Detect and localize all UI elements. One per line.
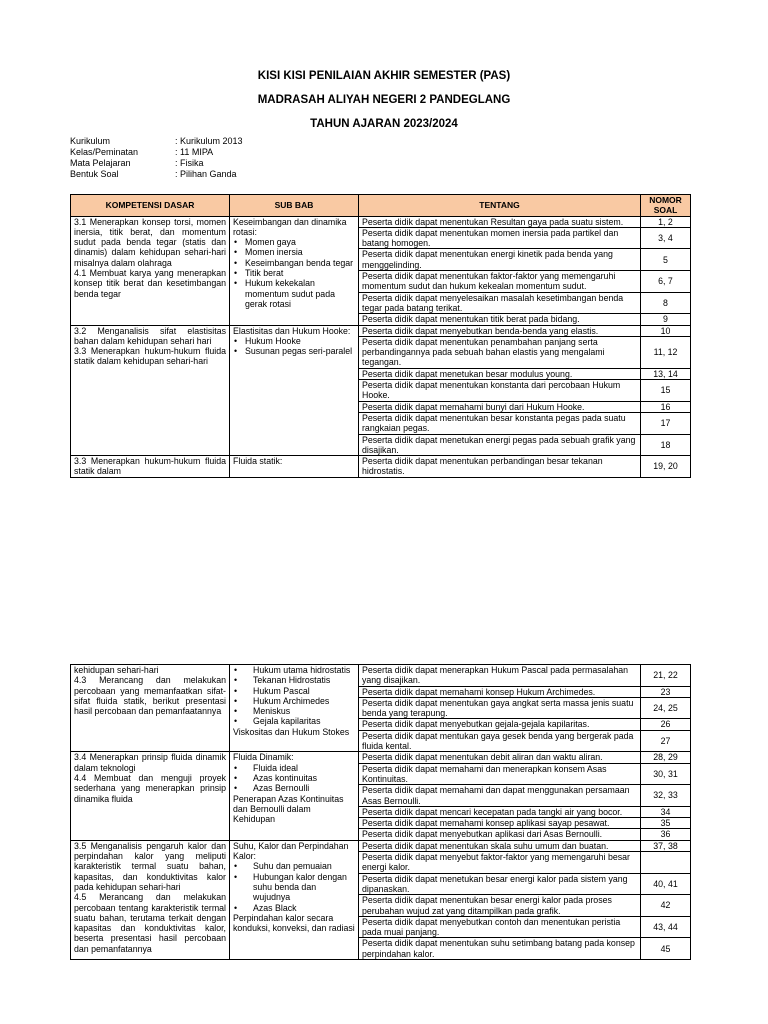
tentang-cell: Peserta didik dapat menentukan momen inersia pada partikel dan batang homogen. — [359, 227, 641, 249]
header-tentang: TENTANG — [359, 195, 641, 217]
nomor-soal-cell: 30, 31 — [641, 763, 691, 785]
nomor-soal-cell: 8 — [641, 292, 691, 314]
info-value: : Pilihan Ganda — [175, 169, 237, 179]
kd-paragraph: 4.3 Merancang dan melakukan percobaan yang memanfaatkan sifat-sifat fluida statik, berikut presentasi hasil percobaan dan pemanfaatannya — [74, 675, 226, 717]
nomor-soal-cell: 45 — [641, 938, 691, 960]
table-row — [71, 840, 691, 851]
sub-bab-item: • Azas kontinuitas — [243, 773, 355, 783]
header-nomor-soal: NOMOR SOAL — [641, 195, 691, 217]
info-key: Kelas/Peminatan — [70, 147, 139, 157]
tentang-cell: Peserta didik dapat menetukan besar energi kalor pada sistem yang dipanaskan. — [359, 873, 641, 895]
kd-paragraph: 3.1 Menerapkan konsep torsi, momen inersia, titik berat, dan momentum sudut pada benda tegar (statis dan dinamis) dalam kehidupan sehari-hari misalnya dalam olahraga — [74, 216, 226, 268]
sub-bab-note: Penerapan Azas Kontinuitas dan Bernoulli dalam Kehidupan — [233, 793, 344, 825]
tentang-cell: Peserta didik dapat memahami dan dapat menggunakan persamaan Asas Bernoulli. — [359, 785, 641, 807]
sub-bab-item: • Azas Black — [243, 903, 355, 913]
nomor-soal-cell: 16 — [641, 401, 691, 412]
sub-bab-list — [233, 665, 355, 727]
sub-bab-item: • Hukum utama hidrostatis — [243, 665, 355, 675]
nomor-soal-cell: 10 — [641, 325, 691, 336]
nomor-soal-cell — [641, 852, 691, 874]
nomor-soal-cell: 34 — [641, 806, 691, 817]
kompetensi-dasar-cell — [71, 456, 230, 478]
nomor-soal-cell: 5 — [641, 249, 691, 271]
kd-paragraph: 3.3 Menerapkan hukum-hukum fluida statik dalam kehidupan sehari-hari — [74, 346, 226, 367]
sub-bab-note: Perpindahan kalor secara konduksi, konveksi, dan radiasi — [233, 912, 355, 934]
kompetensi-dasar-cell — [71, 216, 230, 325]
sub-bab-item: • Keseimbangan benda tegar — [243, 258, 355, 268]
tentang-cell: Peserta didik dapat mencari kecepatan pada tangki air yang bocor. — [359, 806, 641, 817]
tentang-cell: Peserta didik dapat menetukan energi pegas pada sebuah grafik yang disajikan. — [359, 434, 641, 456]
sub-bab-item: • Hukum kekekalan momentum sudut pada gerak rotasi — [243, 278, 355, 309]
table-header-row — [71, 195, 691, 217]
tentang-cell: Peserta didik dapat menyebut faktor-faktor yang memengaruhi besar energi kalor. — [359, 852, 641, 874]
nomor-soal-cell: 3, 4 — [641, 227, 691, 249]
document-info — [70, 136, 243, 180]
nomor-soal-cell: 21, 22 — [641, 665, 691, 687]
sub-bab-item: • Titik berat — [243, 268, 355, 278]
nomor-soal-cell: 37, 38 — [641, 840, 691, 851]
sub-bab-title: Elastisitas dan Hukum Hooke: — [233, 325, 351, 336]
nomor-soal-cell: 27 — [641, 730, 691, 752]
header-kompetensi-dasar: KOMPETENSI DASAR — [71, 195, 230, 217]
tentang-cell: Peserta didik dapat menentukan penambahan panjang serta perbandingannya pada sebuah bahan elastis yang mengalami tegangan. — [359, 336, 641, 368]
tentang-cell: Peserta didik dapat menentukan faktor-faktor yang memengaruhi momentum sudut dan hukum kekealan momentum sudut. — [359, 271, 641, 293]
document-title: KISI KISI PENILAIAN AKHIR SEMESTER (PAS) — [257, 70, 511, 82]
nomor-soal-cell: 1, 2 — [641, 216, 691, 227]
kd-paragraph: 3.3 Menerapkan hukum-hukum fluida statik dalam — [74, 456, 226, 477]
sub-bab-item: • Suhu dan pemuaian — [243, 861, 355, 871]
sub-bab-item: • Hukum Hooke — [243, 336, 355, 346]
sub-bab-item: • Azas Bernoulli — [243, 783, 355, 793]
tentang-cell: Peserta didik dapat menentukan gaya angkat serta massa jenis suatu benda yang terapung. — [359, 697, 641, 719]
nomor-soal-cell: 13, 14 — [641, 368, 691, 379]
sub-bab-item: • Gejala kapilaritas — [243, 716, 355, 726]
sub-bab-cell — [230, 840, 359, 959]
nomor-soal-cell: 15 — [641, 380, 691, 402]
nomor-soal-cell: 35 — [641, 818, 691, 829]
info-key: Mata Pelajaran — [70, 158, 131, 168]
tentang-cell: Peserta didik dapat menentukan besar energi kalor pada proses perubahan wujud zat yang ditampilkan pada grafik. — [359, 895, 641, 917]
kompetensi-dasar-cell — [71, 325, 230, 456]
sub-bab-item: • Momen gaya — [243, 237, 355, 247]
academic-year: TAHUN AJARAN 2023/2024 — [310, 118, 458, 130]
kompetensi-dasar-cell — [71, 840, 230, 959]
nomor-soal-cell: 9 — [641, 314, 691, 325]
tentang-cell: Peserta didik dapat menentukan energi kinetik pada benda yang menggelinding. — [359, 249, 641, 271]
info-row-kurikulum — [70, 136, 243, 147]
nomor-soal-cell: 24, 25 — [641, 697, 691, 719]
school-name: MADRASAH ALIYAH NEGERI 2 PANDEGLANG — [257, 94, 511, 106]
sub-bab-cell — [230, 752, 359, 840]
nomor-soal-cell: 6, 7 — [641, 271, 691, 293]
sub-bab-item: • Tekanan Hidrostatis — [243, 675, 355, 685]
tentang-cell: Peserta didik dapat menentukan skala suhu umum dan buatan. — [359, 840, 641, 851]
nomor-soal-cell: 43, 44 — [641, 916, 691, 938]
sub-bab-list — [233, 336, 355, 357]
sub-bab-title: Fluida Dinamik: — [233, 752, 294, 763]
info-value: : 11 MIPA — [175, 147, 214, 157]
kisi-table-page1 — [70, 194, 691, 478]
kd-paragraph: 3.2 Menganalisis sifat elastisitas bahan dalam kehidupan sehari hari — [74, 325, 226, 346]
sub-bab-cell — [230, 665, 359, 752]
sub-bab-cell — [230, 456, 359, 478]
nomor-soal-cell: 18 — [641, 434, 691, 456]
sub-bab-list — [233, 763, 355, 794]
info-row-kelas — [70, 147, 243, 158]
info-key: Bentuk Soal — [70, 169, 119, 179]
sub-bab-cell — [230, 325, 359, 456]
nomor-soal-cell: 26 — [641, 719, 691, 730]
kompetensi-dasar-cell — [71, 665, 230, 752]
sub-bab-cell — [230, 216, 359, 325]
sub-bab-list — [233, 861, 355, 912]
table-row — [71, 216, 691, 227]
tentang-cell: Peserta didik dapat menetukan besar modulus young. — [359, 368, 641, 379]
tentang-cell: Peserta didik dapat memahami konsep Hukum Archimedes. — [359, 686, 641, 697]
kisi-table-page2 — [70, 664, 691, 960]
header-sub-bab: SUB BAB — [230, 195, 359, 217]
nomor-soal-cell: 17 — [641, 412, 691, 434]
sub-bab-title: Suhu, Kalor dan Perpindahan Kalor: — [233, 840, 349, 862]
sub-bab-item: • Meniskus — [243, 706, 355, 716]
kompetensi-dasar-cell — [71, 752, 230, 840]
info-row-mapel — [70, 158, 243, 169]
sub-bab-title: Fluida statik: — [233, 456, 283, 467]
tentang-cell: Peserta didik dapat menyelesaikan masalah kesetimbangan benda tegar pada batang terikat. — [359, 292, 641, 314]
nomor-soal-cell: 32, 33 — [641, 785, 691, 807]
sub-bab-item: • Momen inersia — [243, 247, 355, 257]
tentang-cell: Peserta didik dapat menentukan debit aliran dan waktu aliran. — [359, 752, 641, 763]
info-value: : Fisika — [175, 158, 204, 168]
sub-bab-title: Keseimbangan dan dinamika rotasi: — [233, 216, 347, 237]
table-row — [71, 325, 691, 336]
sub-bab-note: Viskositas dan Hukum Stokes — [233, 726, 350, 737]
sub-bab-item: • Fluida ideal — [243, 763, 355, 773]
kd-paragraph: kehidupan sehari-hari — [74, 665, 159, 675]
nomor-soal-cell: 23 — [641, 686, 691, 697]
tentang-cell: Peserta didik dapat menentukan suhu setimbang batang pada konsep perpindahan kalor. — [359, 938, 641, 960]
sub-bab-item: • Hukum Archimedes — [243, 696, 355, 706]
tentang-cell: Peserta didik dapat menentukan konstanta dari percobaan Hukum Hooke. — [359, 380, 641, 402]
tentang-cell: Peserta didik dapat menyebutkan contoh dan menentukan peristia pada muai panjang. — [359, 916, 641, 938]
nomor-soal-cell: 11, 12 — [641, 336, 691, 368]
kd-paragraph: 4.1 Membuat karya yang menerapkan konsep titik berat dan kesetimbangan benda tegar — [74, 268, 226, 299]
tentang-cell: Peserta didik dapat menentukan Resultan gaya pada suatu sistem. — [359, 216, 641, 227]
tentang-cell: Peserta didik dapat menyebutkan benda-benda yang elastis. — [359, 325, 641, 336]
tentang-cell: Peserta didik dapat mentukan gaya gesek benda yang bergerak pada fluida kental. — [359, 730, 641, 752]
table-row — [71, 665, 691, 687]
table-row — [71, 752, 691, 763]
info-key: Kurikulum — [70, 136, 111, 146]
sub-bab-item: • Susunan pegas seri-paralel — [243, 346, 355, 356]
nomor-soal-cell: 40, 41 — [641, 873, 691, 895]
kd-paragraph: 4.4 Membuat dan menguji proyek sederhana yang menerapkan prinsip dinamika fluida — [74, 772, 226, 804]
tentang-cell: Peserta didik dapat menentukan titik berat pada bidang. — [359, 314, 641, 325]
tentang-cell: Peserta didik dapat menentukan perbandingan besar tekanan hidrostatis. — [359, 456, 641, 478]
kd-paragraph: 3.4 Menerapkan prinsip fluida dinamik dalam teknologi — [74, 752, 226, 773]
tentang-cell: Peserta didik dapat memahami bunyi dari Hukum Hooke. — [359, 401, 641, 412]
tentang-cell: Peserta didik dapat menyebutkan aplikasi dari Asas Bernoulli. — [359, 829, 641, 840]
tentang-cell: Peserta didik dapat memahami dan menerapkan konsem Asas Kontinuitas. — [359, 763, 641, 785]
sub-bab-list — [233, 237, 355, 309]
nomor-soal-cell: 42 — [641, 895, 691, 917]
info-row-bentuk-soal — [70, 169, 243, 180]
sub-bab-item: • Hubungan kalor dengan suhu benda dan wujudnya — [243, 872, 355, 903]
nomor-soal-cell: 28, 29 — [641, 752, 691, 763]
sub-bab-item: • Hukum Pascal — [243, 686, 355, 696]
tentang-cell: Peserta didik dapat menentukan besar konstanta pegas pada suatu rangkaian pegas. — [359, 412, 641, 434]
kd-paragraph: 3.5 Menganalisis pengaruh kalor dan perpindahan kalor yang meliputi karakteristik termal suatu bahan, kapasitas, dan konduktivitas kalor pada kehidupan sehari-hari — [74, 840, 226, 892]
nomor-soal-cell: 19, 20 — [641, 456, 691, 478]
tentang-cell: Peserta didik dapat menyebutkan gejala-gejala kapilaritas. — [359, 719, 641, 730]
tentang-cell: Peserta didik dapat memahami konsep aplikasi sayap pesawat. — [359, 818, 641, 829]
info-value: : Kurikulum 2013 — [175, 136, 243, 146]
table-row — [71, 456, 691, 478]
tentang-cell: Peserta didik dapat menerapkan Hukum Pascal pada permasalahan yang disajikan. — [359, 665, 641, 687]
kd-paragraph: 4.5 Merancang dan melakukan percobaan tentang karakteristik termal suatu bahan, terutama terkait dengan kapasitas dan konduktivitas kalor, beserta presentasi hasil percobaan dan pemanfatannya — [74, 892, 226, 954]
nomor-soal-cell: 36 — [641, 829, 691, 840]
